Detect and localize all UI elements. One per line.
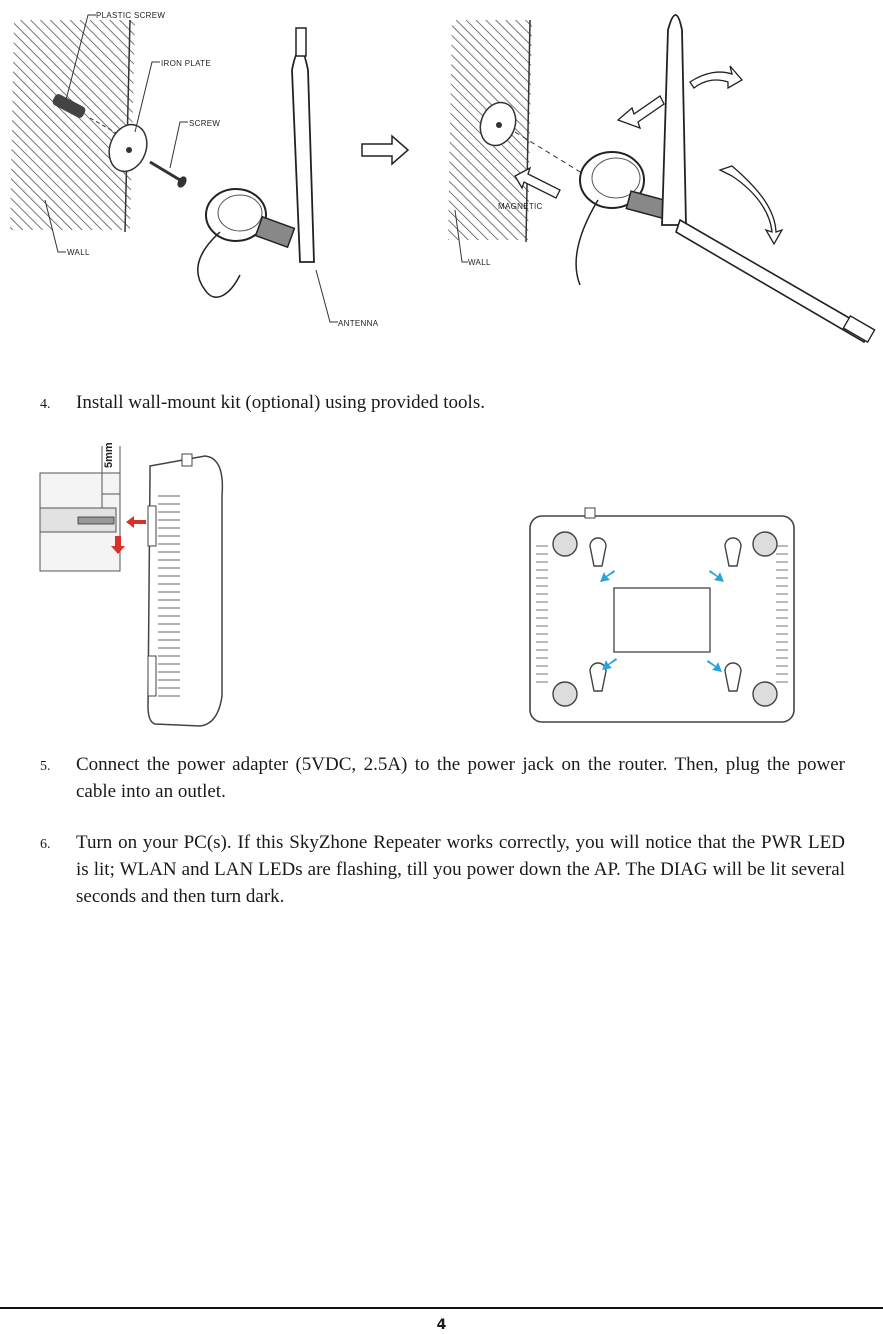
red-arrow-left: [126, 516, 146, 528]
router-side-view: [148, 454, 222, 726]
antenna-mount-figure: [0, 0, 883, 360]
side-view-screw: [78, 517, 114, 524]
page-number: 4: [436, 1317, 447, 1333]
step-text: Install wall-mount kit (optional) using provided tools.: [76, 392, 485, 413]
wall-left-drawing: [10, 20, 135, 232]
step-6: [40, 829, 845, 910]
antenna-left-drawing: [198, 28, 314, 297]
footer-rule: [0, 1307, 883, 1309]
label-magnetic: MAGNETIC: [498, 202, 543, 211]
label-iron-plate: IRON PLATE: [161, 59, 211, 68]
label-antenna: ANTENNA: [338, 319, 379, 328]
rotate-arrow-2: [690, 66, 742, 88]
antenna-right-drawing: [576, 15, 875, 342]
step-number: 4.: [40, 397, 51, 412]
step-number: 5.: [40, 759, 51, 774]
rotate-arrow-1: [618, 96, 664, 128]
step-text: Turn on your PC(s). If this SkyZhone Repeater works correctly, you will notice that the PWR LED is lit; WLAN and LAN LEDs are flashing, till you power down the AP. The DIAG will be lit several seconds and then turn dark.: [76, 832, 845, 907]
router-bottom-view: [530, 508, 794, 722]
label-wall-right: WALL: [468, 258, 491, 267]
wall-mount-figure: [0, 436, 883, 731]
step-5: [40, 751, 845, 805]
direction-arrow: [362, 136, 408, 164]
label-screw: SCREW: [189, 119, 221, 128]
dimension-label: 5mm: [103, 442, 115, 468]
step-4: [40, 389, 845, 416]
step-text: Connect the power adapter (5VDC, 2.5A) to the power jack on the router. Then, plug the power cable into an outlet.: [76, 754, 845, 802]
step-number: 6.: [40, 837, 51, 852]
screw-drawing: [150, 162, 188, 189]
label-wall-left: WALL: [67, 248, 90, 257]
label-plastic-screw: PLASTIC SCREW: [96, 11, 166, 20]
rotate-arrow-3: [720, 166, 782, 244]
